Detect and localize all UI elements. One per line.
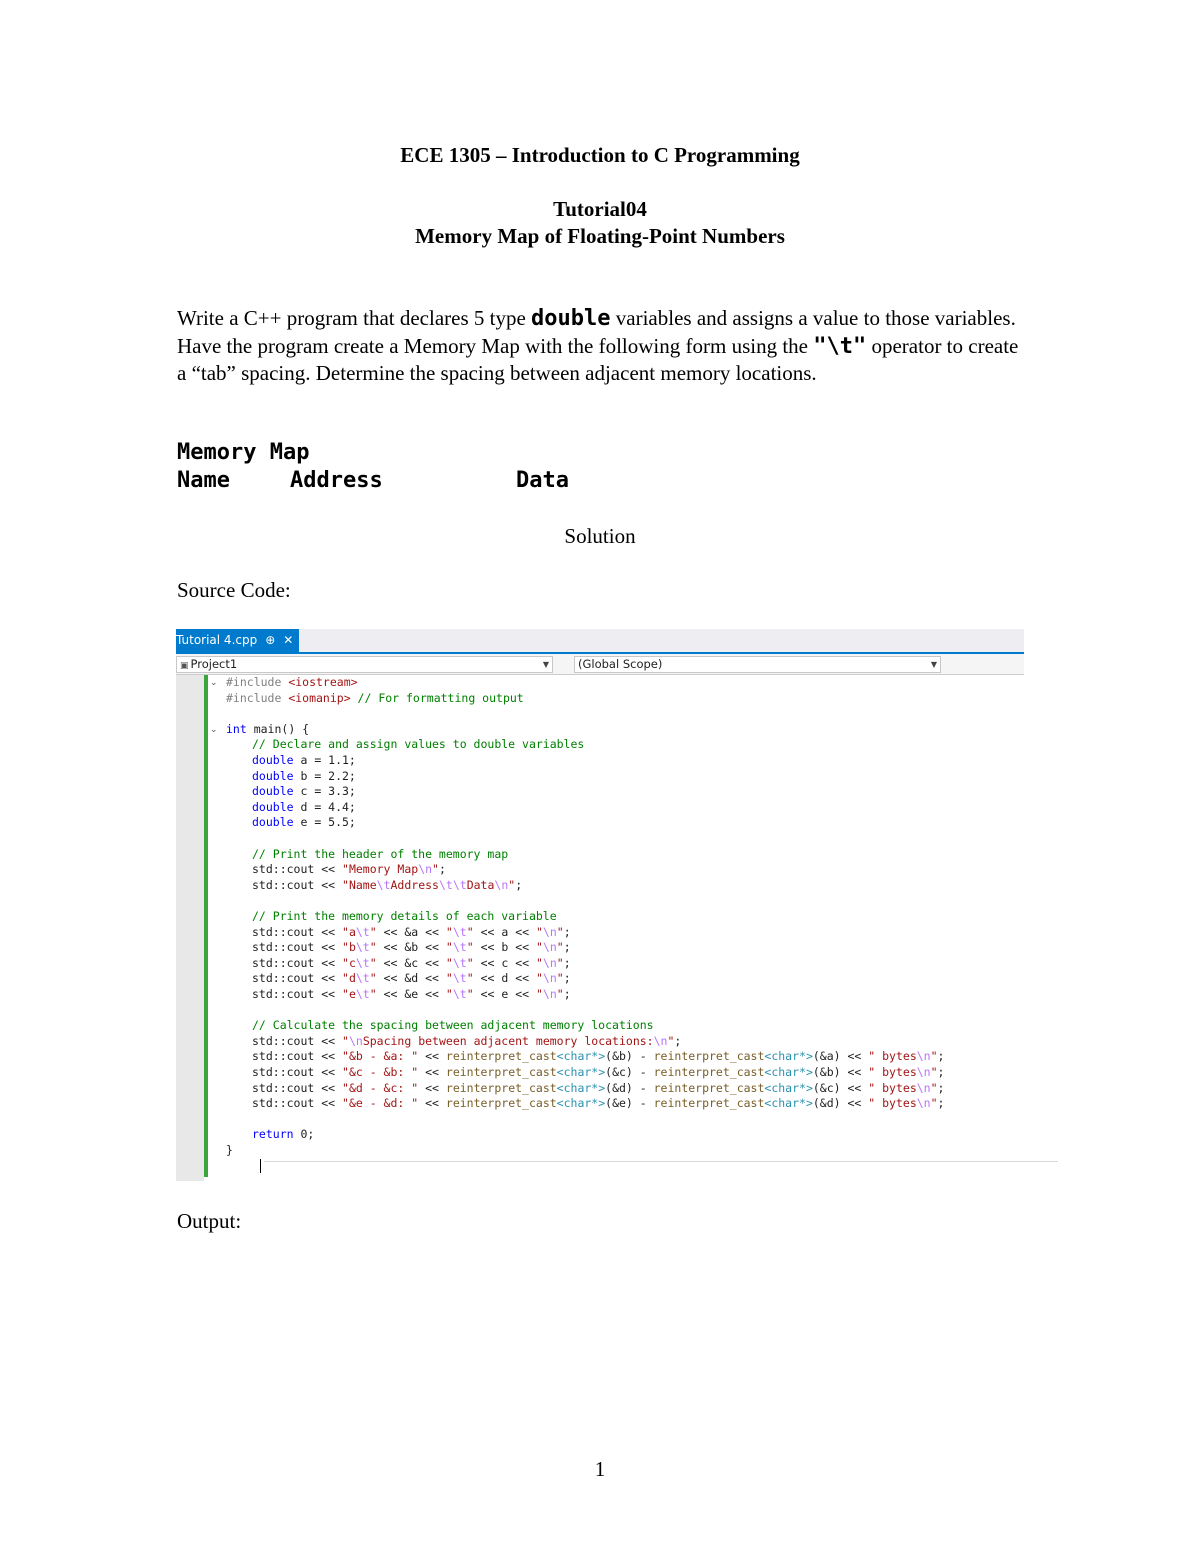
fold-collapse-icon[interactable]: ⌄ [210, 725, 218, 735]
assignment-prompt [177, 305, 1027, 388]
code-line: std::cout << "&c - &b: " << reinterpret_cast<char*>(&c) - reinterpret_cast<char*>(&b) << " bytes\n"; [252, 1065, 945, 1079]
code-line: std::cout << "\nSpacing between adjacent memory locations:\n"; [252, 1033, 682, 1048]
code-line: #include <iostream> [226, 675, 358, 689]
code-line: // Print the header of the memory map [252, 846, 509, 861]
change-indicator-bar [204, 675, 208, 1177]
memory-map-col-name: Name [177, 468, 230, 493]
chevron-down-icon: ▼ [542, 660, 549, 669]
code-line: std::cout << "b\t" << &b << "\t" << b << "\n"; [252, 940, 571, 955]
code-editor[interactable] [210, 675, 1024, 1181]
prompt-keyword-tab: "\t" [813, 333, 867, 359]
editor-gutter [176, 675, 204, 1181]
ide-screenshot [176, 629, 1024, 1181]
memory-map-title: Memory Map [177, 440, 310, 465]
fold-collapse-icon[interactable]: ⌄ [210, 678, 218, 688]
memory-map-col-address: Address [290, 468, 383, 493]
code-line: std::cout << "e\t" << &e << "\t" << e << "\n"; [252, 987, 571, 1001]
code-line: double e = 5.5; [252, 815, 356, 830]
code-line: int main() { [226, 721, 310, 736]
code-line: std::cout << "a\t" << &a << "\t" << a << "\n"; [252, 924, 571, 939]
navigation-bar [176, 654, 1024, 675]
pin-icon[interactable]: ⊕ [265, 633, 276, 647]
solution-heading: Solution [564, 524, 636, 548]
code-line: } [226, 1143, 233, 1157]
code-line: std::cout << "c\t" << &c << "\t" << c << "\n"; [252, 955, 571, 970]
text-caret [260, 1159, 261, 1173]
source-code-label: Source Code: [177, 578, 291, 602]
code-line: double b = 2.2; [252, 768, 356, 783]
code-line: std::cout << "Name\tAddress\t\tData\n"; [252, 877, 523, 892]
output-label: Output: [177, 1209, 242, 1233]
prompt-part-3: operator to create a “tab” spacing. Determine the spacing between adjacent memory locations. [177, 333, 1019, 385]
code-line: std::cout << "&b - &a: " << reinterpret_cast<char*>(&b) - reinterpret_cast<char*>(&a) << " bytes\n"; [252, 1049, 945, 1064]
current-line-highlight [264, 1161, 1058, 1162]
code-line: double c = 3.3; [252, 784, 356, 799]
chevron-down-icon: ▼ [930, 660, 937, 669]
code-line: std::cout << "d\t" << &d << "\t" << d << "\n"; [252, 971, 571, 986]
project-icon: ▣ [180, 661, 189, 671]
editor-tab-label: Tutorial 4.cpp [176, 633, 258, 647]
scope-dropdown[interactable] [574, 656, 941, 673]
tutorial-subtitle: Memory Map of Floating-Point Numbers [415, 224, 785, 248]
code-line: return 0; [252, 1127, 315, 1142]
close-icon[interactable]: ✕ [283, 633, 294, 647]
scope-dropdown-value: (Global Scope) [578, 657, 663, 671]
editor-tab-bar [176, 629, 1024, 654]
code-line: double a = 1.1; [252, 753, 356, 767]
prompt-part-2: variables and assigns a value to those variables. Have the program create a Memory Map with the following form using the [177, 306, 1016, 358]
code-line: #include <iomanip> // For formatting output [226, 690, 524, 705]
code-line: double d = 4.4; [252, 799, 356, 814]
code-line: // Declare and assign values to double variables [252, 737, 585, 752]
tutorial-title: Tutorial04 [553, 197, 647, 221]
prompt-part-1: Write a C++ program that declares 5 type [177, 306, 532, 330]
code-line: std::cout << "&d - &c: " << reinterpret_cast<char*>(&d) - reinterpret_cast<char*>(&c) << " bytes\n"; [252, 1080, 945, 1095]
code-line: // Print the memory details of each variable [252, 909, 557, 923]
code-line: // Calculate the spacing between adjacent memory locations [252, 1018, 654, 1033]
code-line: std::cout << "Memory Map\n"; [252, 862, 446, 877]
editor-tab[interactable] [176, 629, 299, 652]
project-dropdown[interactable] [176, 656, 553, 673]
code-line: std::cout << "&e - &d: " << reinterpret_cast<char*>(&e) - reinterpret_cast<char*>(&d) << " bytes\n"; [252, 1096, 945, 1111]
page-number: 1 [594, 1457, 606, 1481]
project-dropdown-value: Project1 [190, 657, 238, 671]
memory-map-col-data: Data [516, 468, 569, 493]
prompt-keyword-double: double [531, 306, 611, 331]
course-title: ECE 1305 – Introduction to C Programming [400, 143, 800, 167]
